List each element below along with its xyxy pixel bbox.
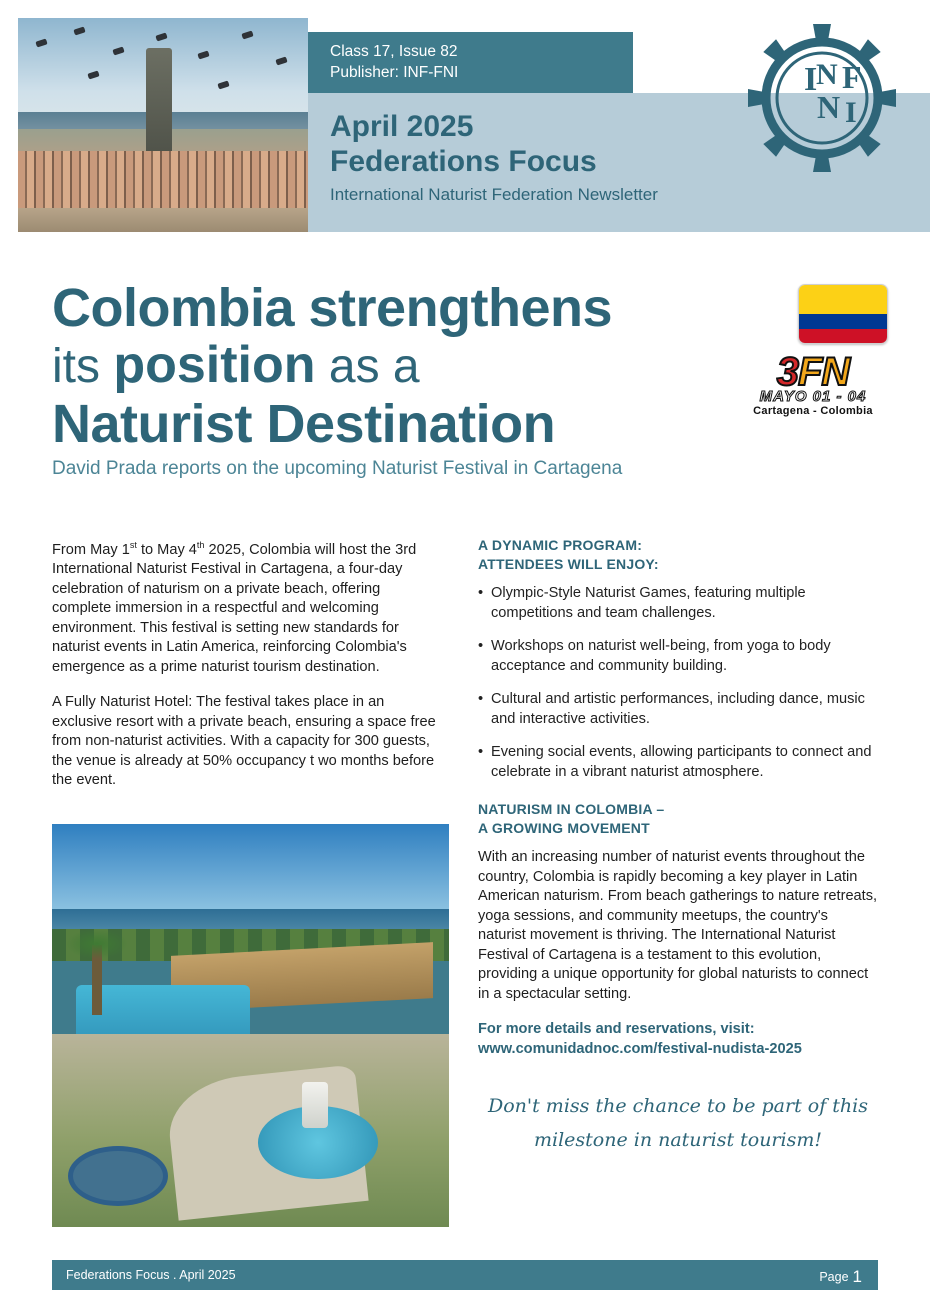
article-byline: David Prada reports on the upcoming Naturist Festival in Cartagena bbox=[52, 458, 623, 479]
footer-page-number: 1 bbox=[852, 1267, 862, 1286]
growth-heading bbox=[478, 800, 878, 838]
svg-text:N: N bbox=[816, 58, 838, 91]
resort-trampoline bbox=[68, 1146, 168, 1206]
inf-fni-logo-icon bbox=[742, 18, 902, 178]
list-item: • Workshops on naturist well-being, from yoga to body acceptance and community building. bbox=[478, 637, 878, 676]
header-photo bbox=[18, 18, 308, 232]
headline-line-1: Colombia strengthens bbox=[52, 278, 613, 338]
paragraph-intro bbox=[52, 536, 437, 677]
svg-text:I: I bbox=[845, 96, 857, 129]
festival-logo-title bbox=[738, 352, 888, 392]
headline-line-2 bbox=[52, 336, 752, 396]
headline-line-3: Naturist Destination bbox=[52, 394, 556, 454]
issue-meta-block bbox=[308, 32, 633, 93]
cta-block bbox=[478, 1020, 878, 1059]
festival-logo bbox=[738, 352, 888, 434]
list-item: • Cultural and artistic performances, including dance, music and interactive activities. bbox=[478, 690, 878, 729]
intro-text-a: From May 1 bbox=[52, 541, 130, 558]
growth-heading-line-1: NATURISM IN COLOMBIA – bbox=[478, 801, 665, 817]
paragraph-hotel: A Fully Naturist Hotel: The festival takes place in an exclusive resort with a private beach, ensuring a space free from non-naturist activities. With a capacity for 300 guests, the venue is already at 50% occupancy t wo months before the event. bbox=[52, 694, 436, 789]
closing-note-line-1: Don't miss the chance to be part of this bbox=[488, 1095, 868, 1117]
cta-url[interactable]: www.comunidadnoc.com/festival-nudista-2025 bbox=[478, 1040, 802, 1057]
left-column bbox=[52, 536, 437, 807]
issue-month: April 2025 bbox=[330, 110, 474, 143]
colombia-flag-icon bbox=[798, 284, 888, 344]
intro-sup-1: st bbox=[129, 540, 137, 550]
issue-publisher: Publisher: INF-FNI bbox=[330, 64, 459, 81]
cta-line-1: For more details and reservations, visit: bbox=[478, 1021, 755, 1037]
svg-text:N: N bbox=[817, 89, 841, 125]
svg-text:F: F bbox=[842, 59, 862, 95]
footer-issue-text: Federations Focus . April 2025 bbox=[66, 1268, 236, 1282]
paragraph-growth: With an increasing number of naturist events throughout the country, Colombia is rapidly becoming a key player in Latin American naturism. From beach gatherings to nature retreats, yoga sessions, and community meetups, the country's naturist movement is thriving. The International Naturist Festival of Cartagena is a testament to this evolution, providing a unique opportunity for global naturists to connect in a spectacular setting. bbox=[478, 849, 878, 1002]
growth-heading-line-2: A GROWING MOVEMENT bbox=[478, 820, 650, 836]
list-item: • Olympic-Style Naturist Games, featuring multiple competitions and team challenges. bbox=[478, 584, 878, 623]
footer-page bbox=[819, 1267, 862, 1287]
program-heading bbox=[478, 536, 878, 574]
intro-text-b: to May 4 bbox=[136, 541, 197, 558]
resort-palm-tree bbox=[92, 945, 102, 1015]
flag-stripe-blue bbox=[799, 314, 887, 329]
festival-place: Cartagena - Colombia bbox=[753, 405, 873, 417]
headline-line-2-a: its bbox=[52, 340, 114, 393]
festival-number: 3 bbox=[776, 350, 798, 394]
festival-dates: MAYO 01 - 04 bbox=[759, 388, 867, 405]
headline-line-2-c: as a bbox=[315, 340, 420, 393]
festival-fn: FN bbox=[797, 350, 850, 394]
program-heading-line-2: ATTENDEES WILL ENJOY: bbox=[478, 556, 659, 572]
headline-line-2-b: position bbox=[113, 336, 316, 394]
photo-crowd bbox=[18, 151, 308, 211]
newsletter-title: Federations Focus bbox=[330, 145, 597, 178]
footer-page-label: Page bbox=[819, 1270, 849, 1284]
hero-headline-block bbox=[52, 280, 752, 480]
page-footer bbox=[52, 1260, 878, 1290]
flag-stripe-yellow bbox=[799, 285, 887, 314]
closing-note-line-2: milestone in naturist tourism! bbox=[533, 1129, 822, 1151]
resort-fountain bbox=[302, 1082, 328, 1128]
newsletter-subtitle: International Naturist Federation Newsletter bbox=[330, 185, 658, 204]
intro-text-c: 2025, Colombia will host the 3rd International Naturist Festival in Cartagena, a four-day celebration of naturism on a private beach, offering complete immersion in a respectful and welcoming environment. This festival is setting new standards for naturist events in Latin America, reinforcing Colombia's emergence as a prime naturist tourism destination. bbox=[52, 541, 417, 675]
resort-photo bbox=[52, 824, 449, 1227]
intro-sup-2: th bbox=[196, 540, 205, 550]
closing-note bbox=[478, 1089, 878, 1157]
issue-class: Class 17, Issue 82 bbox=[330, 43, 458, 60]
flag-stripe-red bbox=[799, 329, 887, 344]
resort-sky bbox=[52, 824, 449, 913]
list-item: • Evening social events, allowing participants to connect and celebrate in a vibrant naturist atmosphere. bbox=[478, 743, 878, 782]
photo-ground bbox=[18, 208, 308, 232]
newsletter-header bbox=[0, 0, 930, 237]
right-column bbox=[478, 536, 878, 1157]
svg-text:I: I bbox=[804, 61, 818, 98]
program-heading-line-1: A DYNAMIC PROGRAM: bbox=[478, 537, 643, 553]
